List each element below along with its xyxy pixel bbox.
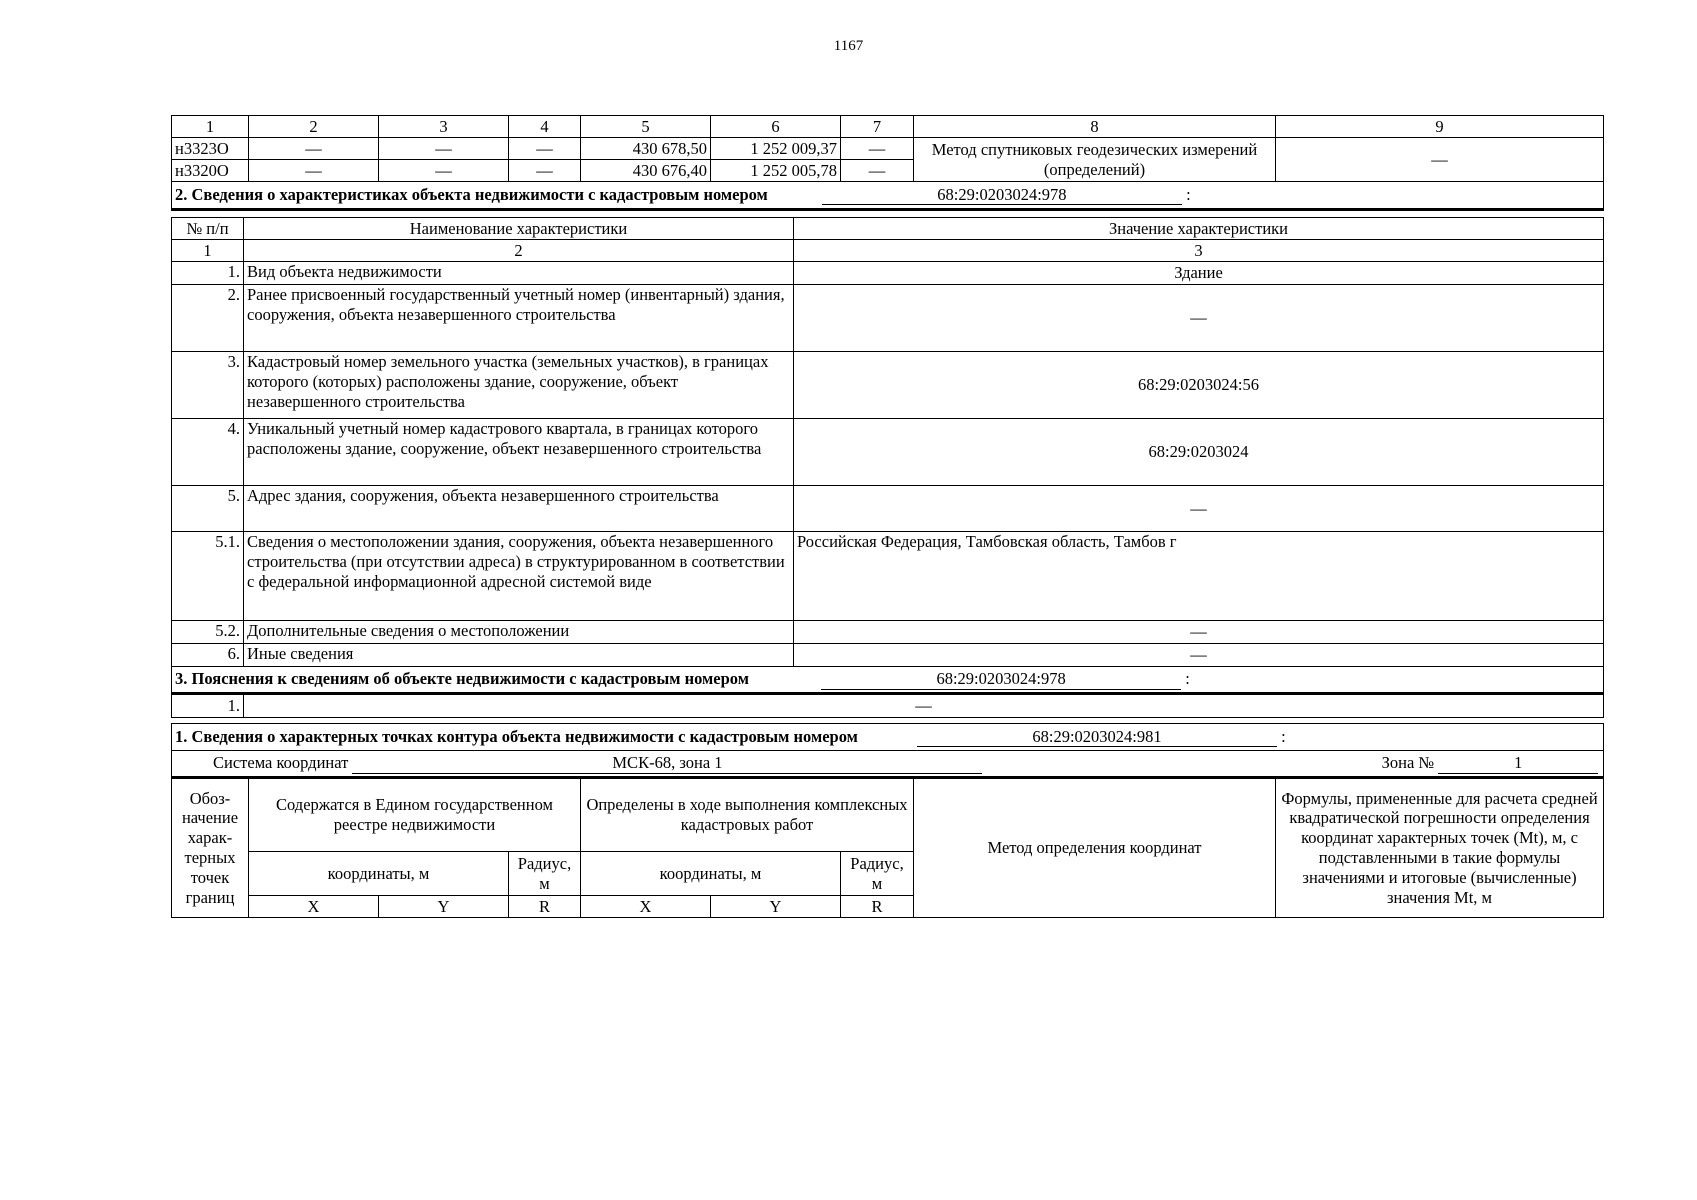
cell: —: [841, 160, 914, 182]
col-header: Значение характеристики: [794, 218, 1604, 240]
col-number: 2: [244, 240, 794, 262]
col-header: Наименование характеристики: [244, 218, 794, 240]
row-name: Сведения о местоположении здания, сооружения, объекта незавершенного строительства (при отсутствии адреса) в структурированном в соответствии с федеральной информационной адресной системой виде: [244, 532, 794, 621]
cell: —: [249, 160, 379, 182]
cell: —: [509, 138, 581, 160]
coordinates-header-row: [172, 116, 1604, 138]
row-value: —: [794, 486, 1604, 532]
col-header: 5: [581, 116, 711, 138]
col-header: 8: [914, 116, 1276, 138]
table-row: [172, 419, 1604, 486]
section1b-title: 1. Сведения о характерных точках контура объекта недвижимости с кадастровым номером: [175, 726, 858, 746]
coordinate-system-value: МСК-68, зона 1: [352, 753, 982, 774]
row-number: 3.: [172, 352, 244, 419]
row-name: Уникальный учетный номер кадастрового квартала, в границах которого расположены здание, сооружение, объект незавершенного строительства: [244, 419, 794, 486]
row-number: 4.: [172, 419, 244, 486]
egrn-header: Содержатся в Едином государственном реестре недвижимости: [249, 778, 581, 852]
method-cell: Метод спутниковых геодезических измерений (определений): [914, 138, 1276, 182]
cell: —: [249, 138, 379, 160]
section3-cadastral-number: 68:29:0203024:978: [821, 669, 1181, 690]
row-number: 5.1.: [172, 532, 244, 621]
row-name: Кадастровый номер земельного участка (земельных участков), в границах которого (которых) расположены здание, сооружение, объект незавершенного строительства: [244, 352, 794, 419]
row-value: —: [794, 621, 1604, 644]
row-value: —: [244, 694, 1604, 718]
table-row: [172, 138, 1604, 160]
coords-header: координаты, м: [249, 852, 509, 896]
characteristics-number-row: [172, 240, 1604, 262]
coord-x: 430 678,50: [581, 138, 711, 160]
header-row-1: [172, 778, 1604, 852]
table-row: [172, 621, 1604, 644]
cell: —: [379, 160, 509, 182]
row-value: 68:29:0203024:56: [794, 352, 1604, 419]
table-row: [172, 532, 1604, 621]
row-value: —: [794, 644, 1604, 667]
row-name: Ранее присвоенный государственный учетный номер (инвентарный) здания, сооружения, объекта незавершенного строительства: [244, 285, 794, 352]
col-header: 6: [711, 116, 841, 138]
col-header: 4: [509, 116, 581, 138]
cell: —: [379, 138, 509, 160]
row-name: Адрес здания, сооружения, объекта незавершенного строительства: [244, 486, 794, 532]
row-number: 2.: [172, 285, 244, 352]
designation-header: Обоз-начение харак-терных точек границ: [172, 778, 249, 918]
x-header: X: [581, 896, 711, 918]
row-value: 68:29:0203024: [794, 419, 1604, 486]
point-name: н3320О: [172, 160, 249, 182]
col-header: 1: [172, 116, 249, 138]
section2-title-row: [172, 182, 1604, 210]
col-header: 7: [841, 116, 914, 138]
section3-colon: :: [1185, 669, 1190, 689]
radius-header: Радиус, м: [841, 852, 914, 896]
kkr-header: Определены в ходе выполнения комплексных кадастровых работ: [581, 778, 914, 852]
row-value: —: [794, 285, 1604, 352]
table-row: [172, 285, 1604, 352]
col-number: 1: [172, 240, 244, 262]
section2-cadastral-number: 68:29:0203024:978: [822, 185, 1182, 206]
coord-y: 1 252 009,37: [711, 138, 841, 160]
formula-header: Формулы, примененные для расчета средней квадратической погрешности определения координат характерных точек (Mt), м, с подставленными в такие формулы значениями и итоговые (вычисленные) значения Mt, м: [1276, 778, 1604, 918]
x-header: X: [249, 896, 379, 918]
col-number: 3: [794, 240, 1604, 262]
coordinate-system-label: Система координат: [213, 753, 349, 773]
cell: —: [509, 160, 581, 182]
characteristics-header-row: [172, 218, 1604, 240]
y-header: Y: [711, 896, 841, 918]
row-number: 1.: [172, 262, 244, 285]
coordinates-table: [171, 115, 1604, 211]
point-name: н3323О: [172, 138, 249, 160]
col-header: 3: [379, 116, 509, 138]
row-number: 1.: [172, 694, 244, 718]
section1b-cadastral-number: 68:29:0203024:981: [917, 727, 1277, 748]
row-value: Российская Федерация, Тамбовская область, Тамбов г: [794, 532, 1604, 621]
cell: —: [841, 138, 914, 160]
r-header: R: [509, 896, 581, 918]
table-row: [172, 486, 1604, 532]
coord-x: 430 676,40: [581, 160, 711, 182]
col-header: 9: [1276, 116, 1604, 138]
radius-header: Радиус, м: [509, 852, 581, 896]
characteristics-table: [171, 217, 1604, 718]
row-number: 5.: [172, 486, 244, 532]
table-row: [172, 694, 1604, 718]
y-header: Y: [379, 896, 509, 918]
coord-y: 1 252 005,78: [711, 160, 841, 182]
row-name: Иные сведения: [244, 644, 794, 667]
table-row: [172, 262, 1604, 285]
row-name: Дополнительные сведения о местоположении: [244, 621, 794, 644]
row-value: Здание: [794, 262, 1604, 285]
r-header: R: [841, 896, 914, 918]
section2-title: 2. Сведения о характеристиках объекта недвижимости с кадастровым номером: [175, 184, 768, 204]
formula-cell: —: [1276, 138, 1604, 182]
section3-title: 3. Пояснения к сведениям об объекте недвижимости с кадастровым номером: [175, 669, 749, 689]
contour-points-table: [171, 723, 1604, 918]
zone-value: 1: [1438, 753, 1598, 774]
table-row: [172, 352, 1604, 419]
section1b-colon: :: [1281, 726, 1286, 746]
coords-header: координаты, м: [581, 852, 841, 896]
table-row: [172, 644, 1604, 667]
section3-title-row: [172, 667, 1604, 694]
method-header: Метод определения координат: [914, 778, 1276, 918]
row-number: 6.: [172, 644, 244, 667]
page-number: 1167: [833, 38, 864, 54]
row-name: Вид объекта недвижимости: [244, 262, 794, 285]
section1b-title-row: [172, 724, 1604, 751]
row-number: 5.2.: [172, 621, 244, 644]
section2-colon: :: [1186, 184, 1191, 204]
col-header: № п/п: [172, 218, 244, 240]
coordinate-system-row: [172, 751, 1604, 778]
col-header: 2: [249, 116, 379, 138]
zone-label: Зона №: [1381, 753, 1435, 773]
